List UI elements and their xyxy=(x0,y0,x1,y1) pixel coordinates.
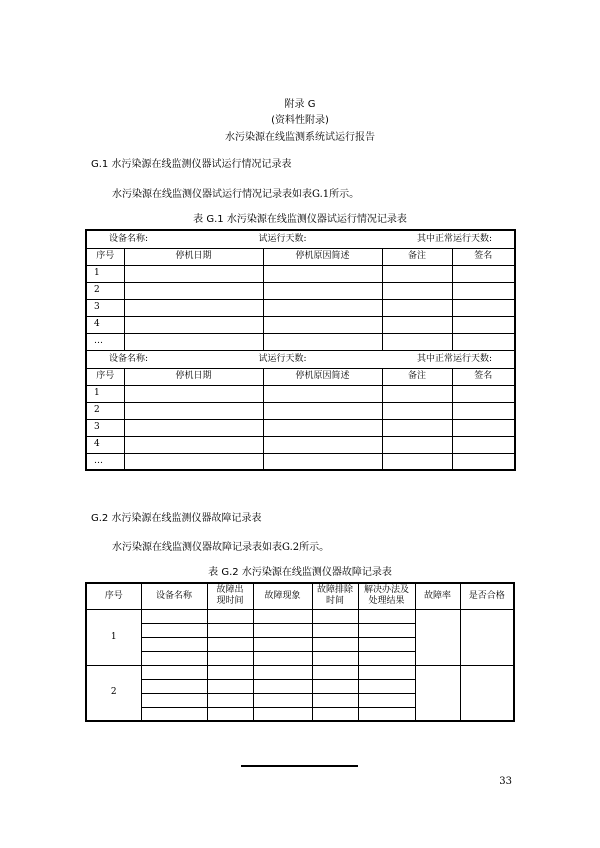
header-stop-reason: 停机原因简述 xyxy=(263,248,382,265)
section-g2-heading: G.2 水污染源在线监测仪器故障记录表 xyxy=(91,513,262,524)
row-index: 3 xyxy=(86,299,124,316)
normal-days-label: 其中正常运行天数: xyxy=(416,353,493,364)
header-no: 序号 xyxy=(86,248,124,265)
table-row xyxy=(86,402,515,419)
appendix-title: 水污染源在线监测系统试运行报告 xyxy=(225,132,375,143)
trial-days-label: 试运行天数: xyxy=(258,233,307,244)
row-index: 4 xyxy=(86,316,124,333)
header-stop-date: 停机日期 xyxy=(124,248,263,265)
page-number: 33 xyxy=(499,776,512,787)
header-remark: 备注 xyxy=(382,248,452,265)
normal-days-label: 其中正常运行天数: xyxy=(416,233,493,244)
table-g1-info-row xyxy=(86,350,515,368)
table-row xyxy=(86,316,515,333)
header-fix-time: 故障排除 时间 xyxy=(312,583,358,609)
header-stop-date: 停机日期 xyxy=(124,368,263,385)
section-g1-heading: G.1 水污染源在线监测仪器试运行情况记录表 xyxy=(91,159,292,170)
header-no: 序号 xyxy=(86,583,141,609)
header-fault-rate: 故障率 xyxy=(415,583,460,609)
row-index: 2 xyxy=(86,282,124,299)
table-row xyxy=(86,419,515,436)
table-g1-header-row xyxy=(86,368,515,385)
table-g2-header-row xyxy=(86,583,514,609)
table-g1-info-row xyxy=(86,230,515,248)
section-g2-paragraph: 水污染源在线监测仪器故障记录表如表G.2所示。 xyxy=(112,542,330,553)
table-row xyxy=(86,265,515,282)
table-row xyxy=(86,609,514,623)
header-no: 序号 xyxy=(86,368,124,385)
appendix-label: 附录 G xyxy=(284,99,316,110)
footer-rule xyxy=(241,765,358,767)
table-g1-header-row xyxy=(86,248,515,265)
table-row xyxy=(86,385,515,402)
row-index: 1 xyxy=(86,265,124,282)
group-index: 1 xyxy=(86,609,141,665)
header-signature: 签名 xyxy=(452,368,515,385)
header-fault-phenomenon: 故障现象 xyxy=(253,583,312,609)
header-signature: 签名 xyxy=(452,248,515,265)
row-index: 2 xyxy=(86,402,124,419)
trial-days-label: 试运行天数: xyxy=(258,353,307,364)
header-pass: 是否合格 xyxy=(460,583,514,609)
section-g1-paragraph: 水污染源在线监测仪器试运行情况记录表如表G.1所示。 xyxy=(112,189,360,200)
header-device-name: 设备名称 xyxy=(141,583,207,609)
table-g1-caption: 表 G.1 水污染源在线监测仪器试运行情况记录表 xyxy=(193,214,407,225)
table-row xyxy=(86,453,515,470)
header-remark: 备注 xyxy=(382,368,452,385)
table-g2-caption: 表 G.2 水污染源在线监测仪器故障记录表 xyxy=(208,567,392,578)
row-index: 1 xyxy=(86,385,124,402)
table-g2 xyxy=(85,582,515,722)
header-stop-reason: 停机原因简述 xyxy=(263,368,382,385)
group-index: 2 xyxy=(86,665,141,721)
row-index: 3 xyxy=(86,419,124,436)
header-fault-time: 故障出 现时间 xyxy=(207,583,253,609)
table-g1 xyxy=(85,229,516,471)
row-index: … xyxy=(86,453,124,470)
header-solution: 解决办法及 处理结果 xyxy=(358,583,415,609)
table-row xyxy=(86,436,515,453)
table-row xyxy=(86,282,515,299)
appendix-note: (资料性附录) xyxy=(271,115,329,126)
row-index: … xyxy=(86,333,124,350)
row-index: 4 xyxy=(86,436,124,453)
device-name-label: 设备名称: xyxy=(109,233,149,244)
table-row xyxy=(86,665,514,679)
device-name-label: 设备名称: xyxy=(109,353,149,364)
table-row xyxy=(86,299,515,316)
table-row xyxy=(86,333,515,350)
